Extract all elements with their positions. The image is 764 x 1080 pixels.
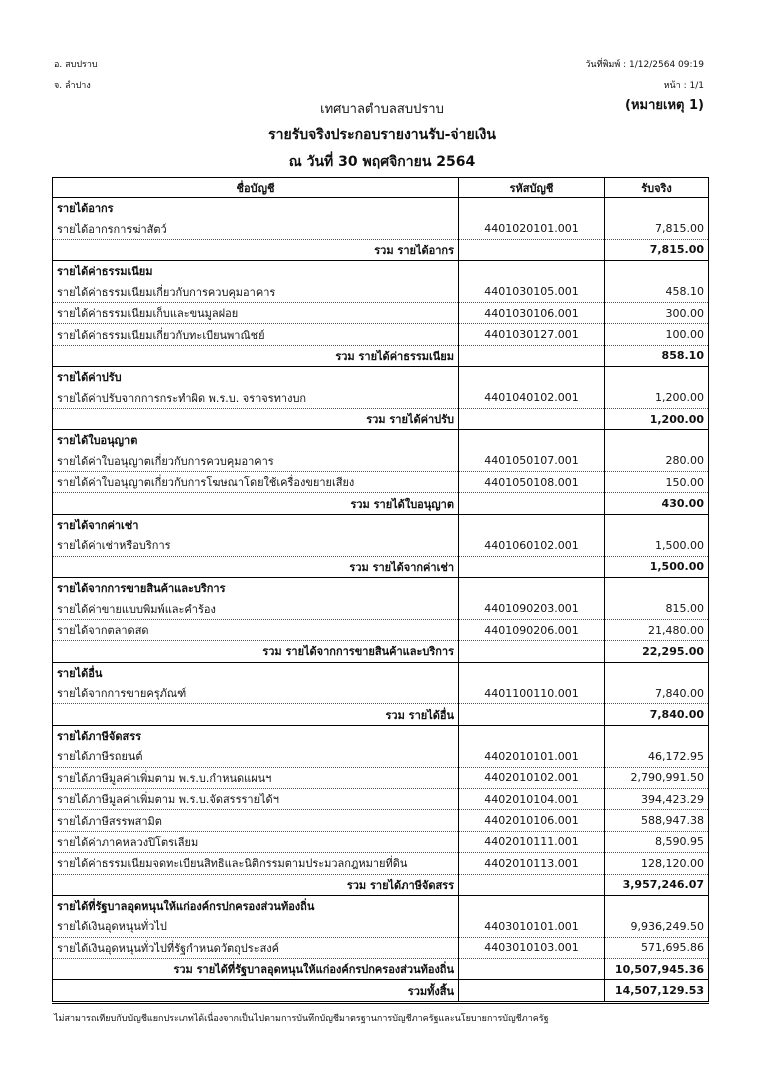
section-total-row [53, 493, 709, 514]
section-total-row [53, 704, 709, 725]
section-total-amount: 22,295.00 [605, 641, 709, 662]
table-row [53, 302, 709, 323]
empty-cell [459, 556, 605, 577]
org-line-2: จ. ลำปาง [54, 81, 91, 91]
section-header-row [53, 430, 709, 451]
account-amount: 9,936,249.50 [605, 916, 709, 937]
section-total-label: รวม รายได้ภาษีจัดสรร [53, 874, 459, 895]
grand-total-row [53, 980, 709, 1002]
account-name: รายได้ภาษีสรรพสามิต [53, 810, 459, 831]
account-name: รายได้ค่าธรรมเนียมเกี่ยวกับการควบคุมอาคาร [53, 282, 459, 303]
section-total-label: รวม รายได้จากการขายสินค้าและบริการ [53, 641, 459, 662]
account-name: รายได้ภาษีรถยนต์ [53, 746, 459, 767]
table-row [53, 683, 709, 704]
section-title: รายได้ค่าธรรมเนียม [53, 261, 459, 282]
account-code: 4401060102.001 [459, 535, 605, 556]
account-name: รายได้ภาษีมูลค่าเพิ่มตาม พ.ร.บ.กำหนดแผนฯ [53, 767, 459, 788]
account-code: 4402010101.001 [459, 746, 605, 767]
table-row [53, 451, 709, 472]
empty-cell [605, 261, 709, 282]
section-title: รายได้ค่าปรับ [53, 367, 459, 388]
section-header-row [53, 725, 709, 746]
empty-cell [459, 980, 605, 1002]
section-header-row [53, 198, 709, 219]
account-name: รายได้ค่าเช่าหรือบริการ [53, 535, 459, 556]
table-row [53, 788, 709, 809]
empty-cell [459, 725, 605, 746]
empty-cell [459, 641, 605, 662]
account-name: รายได้ค่าธรรมเนียมเก็บและขนมูลฝอย [53, 302, 459, 323]
table-row [53, 831, 709, 852]
account-code: 4403010101.001 [459, 916, 605, 937]
section-total-amount: 7,840.00 [605, 704, 709, 725]
table-row [53, 282, 709, 303]
table-row [53, 810, 709, 831]
empty-cell [459, 430, 605, 451]
account-amount: 2,790,991.50 [605, 767, 709, 788]
account-amount: 394,423.29 [605, 788, 709, 809]
section-total-row [53, 874, 709, 895]
empty-cell [605, 662, 709, 683]
section-total-amount: 430.00 [605, 493, 709, 514]
empty-cell [459, 874, 605, 895]
account-amount: 571,695.86 [605, 937, 709, 958]
account-code: 4402010102.001 [459, 767, 605, 788]
section-total-amount: 3,957,246.07 [605, 874, 709, 895]
account-amount: 46,172.95 [605, 746, 709, 767]
account-code: 4402010106.001 [459, 810, 605, 831]
section-total-label: รวม รายได้จากค่าเช่า [53, 556, 459, 577]
section-total-label: รวม รายได้ค่าปรับ [53, 408, 459, 429]
empty-cell [459, 959, 605, 980]
account-amount: 588,947.38 [605, 810, 709, 831]
section-header-row [53, 261, 709, 282]
column-header-code: รหัสบัญชี [459, 178, 605, 198]
page-number: หน้า : 1/1 [663, 81, 704, 91]
section-total-label: รวม รายได้ใบอนุญาต [53, 493, 459, 514]
section-total-row [53, 556, 709, 577]
account-code: 4402010113.001 [459, 853, 605, 874]
account-name: รายได้ค่าปรับจากการกระทำผิด พ.ร.บ. จราจรทางบก [53, 388, 459, 409]
account-amount: 128,120.00 [605, 853, 709, 874]
empty-cell [605, 198, 709, 219]
revenue-table [52, 177, 709, 1004]
empty-cell [459, 408, 605, 429]
empty-cell [459, 367, 605, 388]
table-row [53, 388, 709, 409]
org-line-1: อ. สบปราบ [54, 60, 98, 70]
section-header-row [53, 662, 709, 683]
empty-cell [459, 514, 605, 535]
account-amount: 280.00 [605, 451, 709, 472]
account-code: 4401020101.001 [459, 218, 605, 239]
section-total-amount: 1,500.00 [605, 556, 709, 577]
account-name: รายได้จากตลาดสด [53, 619, 459, 640]
section-title: รายได้อื่น [53, 662, 459, 683]
column-header-amount: รับจริง [605, 178, 709, 198]
empty-cell [459, 704, 605, 725]
table-row [53, 916, 709, 937]
account-amount: 1,500.00 [605, 535, 709, 556]
section-total-row [53, 959, 709, 980]
empty-cell [605, 895, 709, 916]
account-amount: 150.00 [605, 472, 709, 493]
account-name: รายได้อากรการฆ่าสัตว์ [53, 218, 459, 239]
account-name: รายได้ค่าขายแบบพิมพ์และคำร้อง [53, 598, 459, 619]
note-label: (หมายเหตุ 1) [625, 98, 704, 113]
account-code: 4402010111.001 [459, 831, 605, 852]
table-row [53, 746, 709, 767]
empty-cell [605, 430, 709, 451]
account-amount: 21,480.00 [605, 619, 709, 640]
empty-cell [605, 367, 709, 388]
section-total-row [53, 641, 709, 662]
empty-cell [459, 198, 605, 219]
section-header-row [53, 367, 709, 388]
section-header-row [53, 895, 709, 916]
empty-cell [459, 239, 605, 260]
table-row [53, 767, 709, 788]
account-name: รายได้ค่าใบอนุญาตเกี่ยวกับการควบคุมอาคาร [53, 451, 459, 472]
section-total-label: รวม รายได้ค่าธรรมเนียม [53, 345, 459, 366]
account-name: รายได้จากการขายครุภัณฑ์ [53, 683, 459, 704]
empty-cell [459, 345, 605, 366]
account-code: 4401040102.001 [459, 388, 605, 409]
section-title: รายได้ใบอนุญาต [53, 430, 459, 451]
account-code: 4401100110.001 [459, 683, 605, 704]
section-total-row [53, 408, 709, 429]
section-total-amount: 1,200.00 [605, 408, 709, 429]
account-name: รายได้ค่าภาคหลวงปิโตรเลียม [53, 831, 459, 852]
section-total-label: รวม รายได้อื่น [53, 704, 459, 725]
section-total-amount: 10,507,945.36 [605, 959, 709, 980]
table-header-row [53, 178, 709, 198]
account-code: 4401090206.001 [459, 619, 605, 640]
section-total-label: รวม รายได้อากร [53, 239, 459, 260]
account-code: 4403010103.001 [459, 937, 605, 958]
account-code: 4401090203.001 [459, 598, 605, 619]
footnote: ไม่สามารถเทียบกับบัญชีแยกประเภทได้เนื่องจากเป็นไปตามการบันทึกบัญชีมาตรฐานการบัญชีภาครัฐและนโยบายการบัญชีภาครัฐ [54, 1014, 549, 1024]
section-title: รายได้จากค่าเช่า [53, 514, 459, 535]
table-row [53, 937, 709, 958]
account-code: 4401030105.001 [459, 282, 605, 303]
account-amount: 815.00 [605, 598, 709, 619]
section-title: รายได้ที่รัฐบาลอุดหนุนให้แก่องค์กรปกครองส่วนท้องถิ่น [53, 895, 459, 916]
table-row [53, 324, 709, 345]
section-title: รายได้ภาษีจัดสรร [53, 725, 459, 746]
empty-cell [459, 662, 605, 683]
report-title: รายรับจริงประกอบรายงานรับ-จ่ายเงิน [268, 127, 496, 143]
table-row [53, 598, 709, 619]
section-total-label: รวม รายได้ที่รัฐบาลอุดหนุนให้แก่องค์กรปกครองส่วนท้องถิ่น [53, 959, 459, 980]
org-title: เทศบาลตำบลสบปราบ [320, 102, 444, 117]
empty-cell [605, 725, 709, 746]
account-amount: 1,200.00 [605, 388, 709, 409]
account-name: รายได้ค่าธรรมเนียมจดทะเบียนสิทธิและนิติกรรมตามประมวลกฎหมายที่ดิน [53, 853, 459, 874]
account-amount: 7,840.00 [605, 683, 709, 704]
account-code: 4401050107.001 [459, 451, 605, 472]
section-header-row [53, 578, 709, 599]
table-row [53, 218, 709, 239]
table-row [53, 535, 709, 556]
account-amount: 8,590.95 [605, 831, 709, 852]
section-total-row [53, 239, 709, 260]
table-body [53, 198, 709, 1003]
table-row [53, 853, 709, 874]
empty-cell [459, 895, 605, 916]
grand-total-label: รวมทั้งสิ้น [53, 980, 459, 1002]
account-name: รายได้เงินอุดหนุนทั่วไป [53, 916, 459, 937]
section-total-amount: 858.10 [605, 345, 709, 366]
section-total-amount: 7,815.00 [605, 239, 709, 260]
print-date: วันที่พิมพ์ : 1/12/2564 09:19 [585, 60, 704, 70]
report-date: ณ วันที่ 30 พฤศจิกายน 2564 [288, 154, 476, 170]
account-code: 4402010104.001 [459, 788, 605, 809]
empty-cell [459, 578, 605, 599]
account-name: รายได้ภาษีมูลค่าเพิ่มตาม พ.ร.บ.จัดสรรรายได้ฯ [53, 788, 459, 809]
grand-total-amount: 14,507,129.53 [605, 980, 709, 1002]
column-header-name: ชื่อบัญชี [53, 178, 459, 198]
account-name: รายได้ค่าใบอนุญาตเกี่ยวกับการโฆษณาโดยใช้เครื่องขยายเสียง [53, 472, 459, 493]
empty-cell [605, 578, 709, 599]
section-title: รายได้อากร [53, 198, 459, 219]
account-code: 4401030127.001 [459, 324, 605, 345]
account-amount: 458.10 [605, 282, 709, 303]
account-name: รายได้เงินอุดหนุนทั่วไปที่รัฐกำหนดวัตถุประสงค์ [53, 937, 459, 958]
section-total-row [53, 345, 709, 366]
account-amount: 7,815.00 [605, 218, 709, 239]
table-row [53, 619, 709, 640]
empty-cell [459, 493, 605, 514]
empty-cell [459, 261, 605, 282]
account-name: รายได้ค่าธรรมเนียมเกี่ยวกับทะเบียนพาณิชย์ [53, 324, 459, 345]
account-amount: 300.00 [605, 302, 709, 323]
account-code: 4401050108.001 [459, 472, 605, 493]
section-header-row [53, 514, 709, 535]
account-code: 4401030106.001 [459, 302, 605, 323]
empty-cell [605, 514, 709, 535]
section-title: รายได้จากการขายสินค้าและบริการ [53, 578, 459, 599]
account-amount: 100.00 [605, 324, 709, 345]
table-row [53, 472, 709, 493]
